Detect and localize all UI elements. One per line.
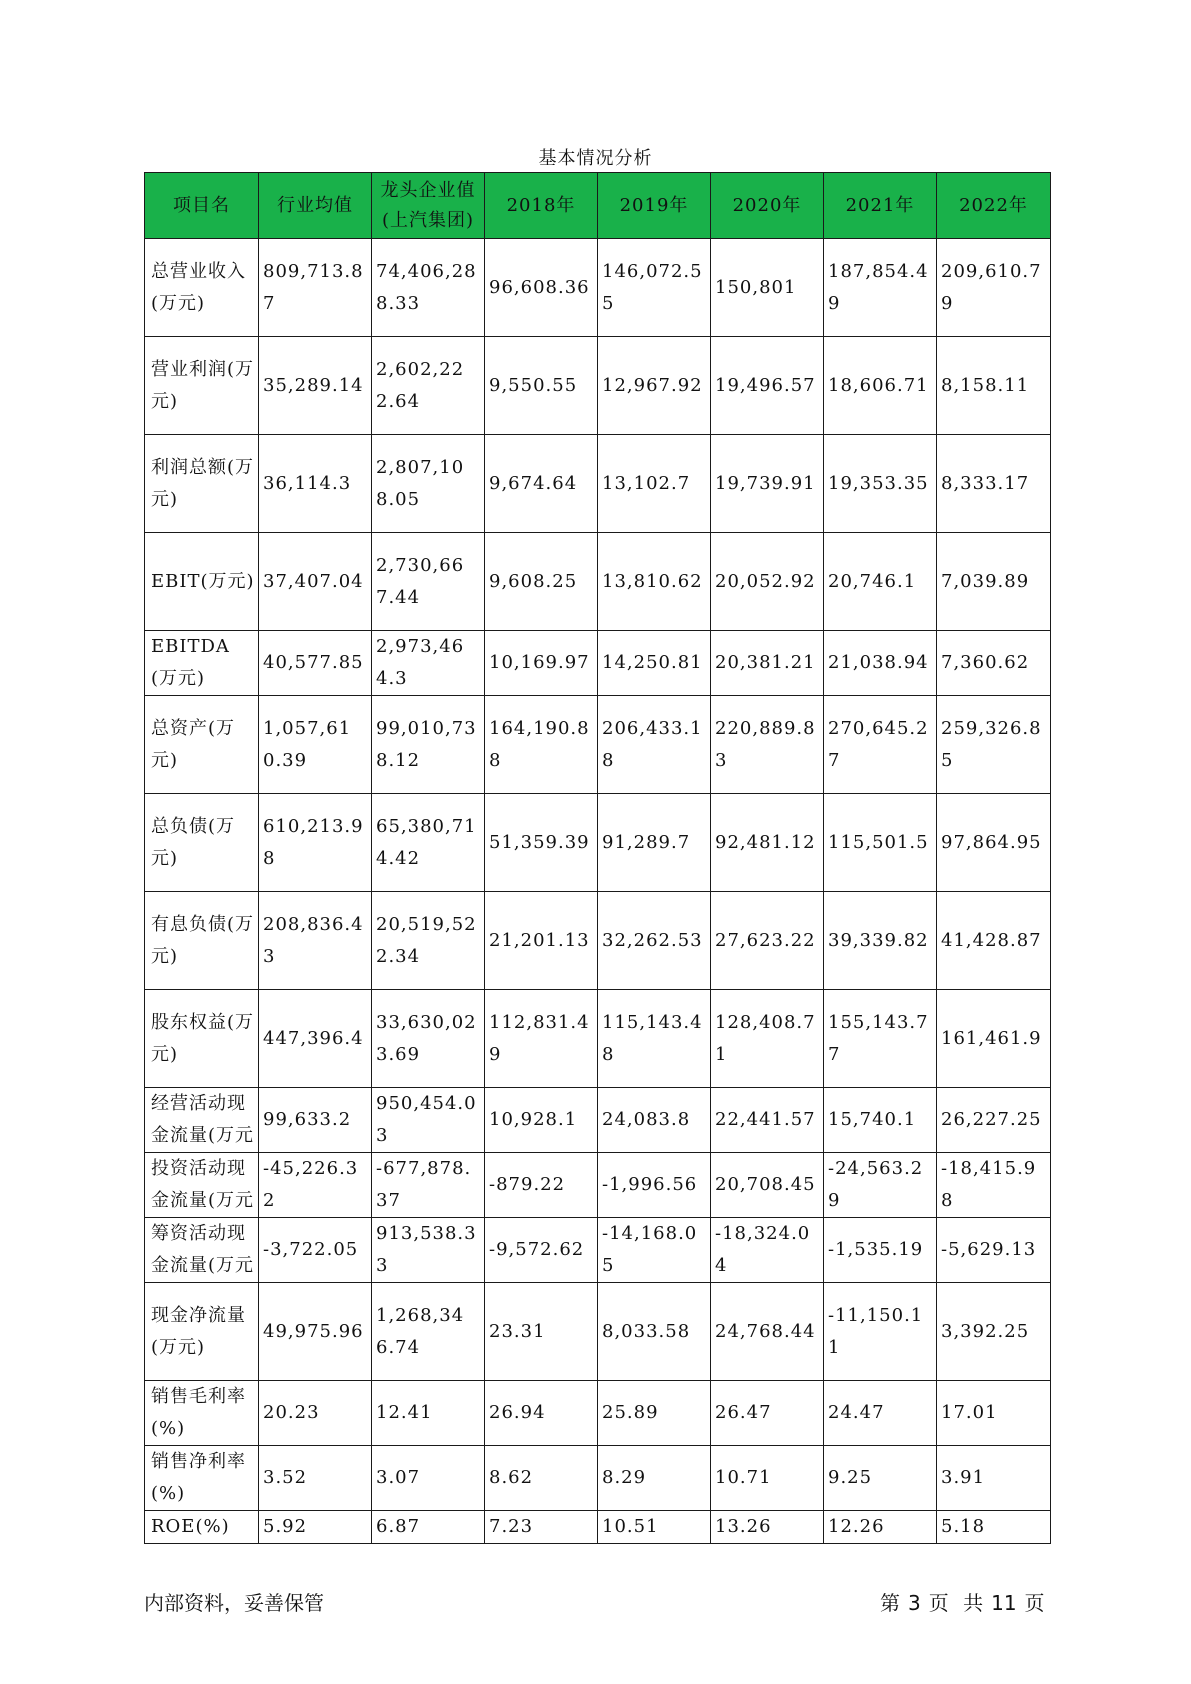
value-cell <box>485 1511 598 1544</box>
cell-value: -9,572.62 <box>489 1239 585 1260</box>
cell-value: 146,072.55 <box>602 260 703 314</box>
value-cell <box>598 1088 711 1153</box>
table-row <box>145 435 1051 533</box>
cell-value: 8,333.17 <box>941 472 1030 494</box>
value-cell <box>824 631 937 696</box>
value-cell <box>485 1153 598 1218</box>
row-label: 投资活动现金流量(万元 <box>151 1158 255 1211</box>
basic-analysis-table <box>144 172 1051 1544</box>
cell-value: -18,324.04 <box>715 1223 811 1276</box>
page-prefix: 第 <box>880 1591 900 1615</box>
value-cell <box>711 696 824 794</box>
cell-value: 37,407.04 <box>263 570 364 592</box>
value-cell <box>259 1446 372 1511</box>
value-cell <box>259 1283 372 1381</box>
table-row <box>145 990 1051 1088</box>
value-cell <box>711 1381 824 1446</box>
table-row <box>145 696 1051 794</box>
value-cell <box>937 337 1051 435</box>
header-year-2019: 2019年 <box>598 173 711 239</box>
value-cell <box>937 990 1051 1088</box>
cell-value: 220,889.83 <box>715 717 816 771</box>
value-cell <box>711 1446 824 1511</box>
value-cell <box>598 435 711 533</box>
value-cell <box>937 239 1051 337</box>
row-label-cell <box>145 1446 259 1511</box>
total-pages: 11 <box>991 1591 1017 1615</box>
value-cell <box>711 1283 824 1381</box>
cell-value: 7.23 <box>489 1516 534 1537</box>
value-cell <box>485 435 598 533</box>
value-cell <box>259 892 372 990</box>
value-cell <box>598 990 711 1088</box>
value-cell <box>824 794 937 892</box>
cell-value: 10.51 <box>602 1516 659 1537</box>
cell-value: 41,428.87 <box>941 929 1042 951</box>
header-year-2022: 2022年 <box>937 173 1051 239</box>
cell-value: 2,730,667.44 <box>376 554 465 608</box>
value-cell <box>937 1381 1051 1446</box>
cell-value: 20,746.1 <box>828 570 917 592</box>
table-row <box>145 533 1051 631</box>
cell-value: 913,538.33 <box>376 1223 477 1276</box>
cell-value: 24.47 <box>828 1402 885 1423</box>
cell-value: 12,967.92 <box>602 374 703 396</box>
value-cell <box>824 435 937 533</box>
value-cell <box>372 239 485 337</box>
cell-value: 5.92 <box>263 1516 308 1537</box>
cell-value: 270,645.27 <box>828 717 929 771</box>
cell-value: 35,289.14 <box>263 374 364 396</box>
header-row <box>145 173 1051 239</box>
value-cell <box>598 239 711 337</box>
cell-value: 9.25 <box>828 1467 873 1488</box>
cell-value: 20,519,522.34 <box>376 913 477 967</box>
table-row <box>145 1283 1051 1381</box>
cell-value: 99,010,738.12 <box>376 717 477 771</box>
cell-value: 20.23 <box>263 1402 320 1423</box>
cell-value: 92,481.12 <box>715 831 816 853</box>
cell-value: 65,380,714.42 <box>376 815 477 869</box>
value-cell <box>259 435 372 533</box>
row-label-cell <box>145 337 259 435</box>
value-cell <box>485 1283 598 1381</box>
cell-value: 3.91 <box>941 1467 986 1488</box>
cell-value: 128,408.71 <box>715 1011 816 1065</box>
table-row <box>145 794 1051 892</box>
value-cell <box>824 1088 937 1153</box>
cell-value: -677,878.37 <box>376 1158 472 1211</box>
cell-value: 13.26 <box>715 1516 772 1537</box>
row-label-cell <box>145 533 259 631</box>
cell-value: 2,807,108.05 <box>376 456 465 510</box>
value-cell <box>598 1218 711 1283</box>
value-cell <box>598 533 711 631</box>
cell-value: 21,201.13 <box>489 929 590 951</box>
row-label: 利润总额(万元) <box>151 456 255 510</box>
cell-value: 6.87 <box>376 1516 421 1537</box>
cell-value: 950,454.03 <box>376 1093 477 1146</box>
value-cell <box>372 892 485 990</box>
row-label-cell <box>145 794 259 892</box>
value-cell <box>259 990 372 1088</box>
value-cell <box>598 337 711 435</box>
table-row <box>145 1218 1051 1283</box>
value-cell <box>937 1153 1051 1218</box>
value-cell <box>937 1511 1051 1544</box>
cell-value: 9,608.25 <box>489 570 578 592</box>
value-cell <box>711 1218 824 1283</box>
cell-value: 22,441.57 <box>715 1109 816 1130</box>
cell-value: 9,550.55 <box>489 374 578 396</box>
value-cell <box>259 1381 372 1446</box>
cell-value: 36,114.3 <box>263 472 352 494</box>
cell-value: 10,169.97 <box>489 652 590 673</box>
value-cell <box>372 1283 485 1381</box>
row-label-cell <box>145 1283 259 1381</box>
value-cell <box>711 1153 824 1218</box>
row-label-cell <box>145 990 259 1088</box>
value-cell <box>598 1283 711 1381</box>
value-cell <box>598 794 711 892</box>
value-cell <box>372 435 485 533</box>
cell-value: 115,501.5 <box>828 831 929 853</box>
page-unit: 页 <box>928 1591 949 1615</box>
row-label: 有息负债(万元) <box>151 913 255 967</box>
cell-value: 1,268,346.74 <box>376 1304 465 1358</box>
value-cell <box>372 1153 485 1218</box>
header-industry-average: 行业均值 <box>259 173 372 239</box>
cell-value: 7,360.62 <box>941 652 1030 673</box>
cell-value: 5.18 <box>941 1516 986 1537</box>
row-label-cell <box>145 631 259 696</box>
table-row <box>145 631 1051 696</box>
cell-value: -1,996.56 <box>602 1174 698 1195</box>
cell-value: 259,326.85 <box>941 717 1042 771</box>
value-cell <box>259 794 372 892</box>
value-cell <box>824 696 937 794</box>
cell-value: 20,381.21 <box>715 652 816 673</box>
cell-value: -11,150.11 <box>828 1304 924 1358</box>
cell-value: 15,740.1 <box>828 1109 917 1130</box>
cell-value: -14,168.05 <box>602 1223 698 1276</box>
value-cell <box>937 533 1051 631</box>
value-cell <box>372 1446 485 1511</box>
table-row <box>145 239 1051 337</box>
value-cell <box>259 696 372 794</box>
row-label-cell <box>145 435 259 533</box>
cell-value: -3,722.05 <box>263 1239 359 1260</box>
cell-value: 19,353.35 <box>828 472 929 494</box>
value-cell <box>937 696 1051 794</box>
value-cell <box>598 1511 711 1544</box>
value-cell <box>711 631 824 696</box>
value-cell <box>259 1511 372 1544</box>
value-cell <box>711 533 824 631</box>
value-cell <box>259 631 372 696</box>
footer-page-number <box>880 1587 1053 1616</box>
table-row <box>145 1153 1051 1218</box>
value-cell <box>485 1446 598 1511</box>
cell-value: 96,608.36 <box>489 276 590 298</box>
value-cell <box>372 794 485 892</box>
value-cell <box>937 1088 1051 1153</box>
value-cell <box>937 1446 1051 1511</box>
value-cell <box>711 892 824 990</box>
cell-value: 74,406,288.33 <box>376 260 477 314</box>
row-label: 总资产(万元) <box>151 717 236 771</box>
cell-value: 10.71 <box>715 1467 772 1488</box>
cell-value: 24,083.8 <box>602 1109 691 1130</box>
table-row <box>145 892 1051 990</box>
value-cell <box>372 1218 485 1283</box>
header-year-2020: 2020年 <box>711 173 824 239</box>
value-cell <box>711 239 824 337</box>
value-cell <box>711 794 824 892</box>
cell-value: 610,213.98 <box>263 815 364 869</box>
row-label-cell <box>145 1153 259 1218</box>
row-label: 营业利润(万元) <box>151 358 255 412</box>
value-cell <box>937 631 1051 696</box>
cell-value: 18,606.71 <box>828 374 929 396</box>
cell-value: 187,854.49 <box>828 260 929 314</box>
page-current: 3 <box>908 1591 921 1615</box>
cell-value: 24,768.44 <box>715 1320 816 1342</box>
row-label: 总负债(万元) <box>151 815 236 869</box>
cell-value: 26,227.25 <box>941 1109 1042 1130</box>
value-cell <box>485 892 598 990</box>
value-cell <box>711 337 824 435</box>
value-cell <box>372 1511 485 1544</box>
value-cell <box>824 1218 937 1283</box>
cell-value: 27,623.22 <box>715 929 816 951</box>
row-label: ROE(%) <box>151 1516 230 1537</box>
cell-value: 20,708.45 <box>715 1174 816 1195</box>
cell-value: 1,057,610.39 <box>263 717 352 771</box>
cell-value: 19,496.57 <box>715 374 816 396</box>
value-cell <box>372 990 485 1088</box>
value-cell <box>485 337 598 435</box>
header-leader-value: 龙头企业值(上汽集团) <box>372 173 485 239</box>
value-cell <box>485 1088 598 1153</box>
value-cell <box>485 533 598 631</box>
cell-value: 209,610.79 <box>941 260 1042 314</box>
cell-value: 51,359.39 <box>489 831 590 853</box>
cell-value: 40,577.85 <box>263 652 364 673</box>
value-cell <box>711 1511 824 1544</box>
table-header <box>145 173 1051 239</box>
value-cell <box>259 337 372 435</box>
footer-confidential-note: 内部资料，妥善保管 <box>144 1591 324 1615</box>
cell-value: 99,633.2 <box>263 1109 352 1130</box>
value-cell <box>711 435 824 533</box>
value-cell <box>485 631 598 696</box>
value-cell <box>598 1381 711 1446</box>
cell-value: -879.22 <box>489 1174 566 1195</box>
cell-value: -5,629.13 <box>941 1239 1037 1260</box>
cell-value: -18,415.98 <box>941 1158 1037 1211</box>
value-cell <box>824 1446 937 1511</box>
value-cell <box>485 239 598 337</box>
cell-value: 12.41 <box>376 1402 433 1423</box>
cell-value: 206,433.18 <box>602 717 703 771</box>
row-label: 销售毛利率(%) <box>151 1386 246 1439</box>
value-cell <box>598 696 711 794</box>
cell-value: 8.62 <box>489 1467 534 1488</box>
table-row <box>145 337 1051 435</box>
value-cell <box>259 239 372 337</box>
row-label: 总营业收入(万元) <box>151 260 246 314</box>
header-year-2021: 2021年 <box>824 173 937 239</box>
value-cell <box>372 533 485 631</box>
value-cell <box>598 892 711 990</box>
table-body <box>145 239 1051 1544</box>
cell-value: 164,190.88 <box>489 717 590 771</box>
row-label: 股东权益(万元) <box>151 1011 255 1065</box>
cell-value: 13,102.7 <box>602 472 691 494</box>
cell-value: 8,033.58 <box>602 1320 691 1342</box>
value-cell <box>598 1446 711 1511</box>
row-label: 销售净利率(%) <box>151 1451 246 1504</box>
value-cell <box>937 892 1051 990</box>
value-cell <box>259 533 372 631</box>
value-cell <box>937 794 1051 892</box>
value-cell <box>598 631 711 696</box>
cell-value: 10,928.1 <box>489 1109 578 1130</box>
cell-value: 25.89 <box>602 1402 659 1423</box>
cell-value: 208,836.43 <box>263 913 364 967</box>
cell-value: 809,713.87 <box>263 260 364 314</box>
cell-value: 14,250.81 <box>602 652 703 673</box>
cell-value: 49,975.96 <box>263 1320 364 1342</box>
value-cell <box>824 892 937 990</box>
total-prefix: 共 <box>963 1591 984 1615</box>
row-label-cell <box>145 696 259 794</box>
row-label-cell <box>145 1381 259 1446</box>
value-cell <box>485 696 598 794</box>
cell-value: 3.07 <box>376 1467 421 1488</box>
cell-value: 13,810.62 <box>602 570 703 592</box>
row-label: 经营活动现金流量(万元 <box>151 1093 255 1146</box>
page-title: 基本情况分析 <box>538 148 653 169</box>
value-cell <box>711 990 824 1088</box>
value-cell <box>259 1088 372 1153</box>
value-cell <box>372 1381 485 1446</box>
value-cell <box>824 533 937 631</box>
cell-value: -24,563.29 <box>828 1158 924 1211</box>
value-cell <box>937 1283 1051 1381</box>
cell-value: 3,392.25 <box>941 1320 1030 1342</box>
value-cell <box>485 1381 598 1446</box>
value-cell <box>372 631 485 696</box>
value-cell <box>372 337 485 435</box>
cell-value: 32,262.53 <box>602 929 703 951</box>
total-unit: 页 <box>1024 1591 1045 1615</box>
cell-value: 9,674.64 <box>489 472 578 494</box>
cell-value: 112,831.49 <box>489 1011 590 1065</box>
cell-value: 8,158.11 <box>941 374 1030 396</box>
row-label-cell <box>145 239 259 337</box>
header-item-name: 项目名 <box>145 173 259 239</box>
cell-value: 161,461.9 <box>941 1027 1042 1049</box>
value-cell <box>372 696 485 794</box>
row-label: EBIT(万元) <box>151 570 255 592</box>
value-cell <box>598 1153 711 1218</box>
row-label-cell <box>145 1511 259 1544</box>
cell-value: 39,339.82 <box>828 929 929 951</box>
value-cell <box>824 1153 937 1218</box>
row-label-cell <box>145 892 259 990</box>
value-cell <box>824 239 937 337</box>
value-cell <box>485 990 598 1088</box>
cell-value: 12.26 <box>828 1516 885 1537</box>
cell-value: -45,226.32 <box>263 1158 359 1211</box>
cell-value: 33,630,023.69 <box>376 1011 477 1065</box>
value-cell <box>824 337 937 435</box>
value-cell <box>824 1283 937 1381</box>
cell-value: 115,143.48 <box>602 1011 703 1065</box>
row-label: 现金净流量(万元) <box>151 1304 246 1358</box>
cell-value: 3.52 <box>263 1467 308 1488</box>
header-year-2018: 2018年 <box>485 173 598 239</box>
cell-value: 2,973,464.3 <box>376 636 465 689</box>
table-row <box>145 1446 1051 1511</box>
cell-value: 23.31 <box>489 1320 546 1342</box>
row-label: 筹资活动现金流量(万元 <box>151 1223 255 1276</box>
cell-value: 26.94 <box>489 1402 546 1423</box>
value-cell <box>259 1218 372 1283</box>
value-cell <box>485 794 598 892</box>
value-cell <box>259 1153 372 1218</box>
table-row <box>145 1381 1051 1446</box>
value-cell <box>485 1218 598 1283</box>
cell-value: 20,052.92 <box>715 570 816 592</box>
cell-value: 26.47 <box>715 1402 772 1423</box>
cell-value: -1,535.19 <box>828 1239 924 1260</box>
cell-value: 19,739.91 <box>715 472 816 494</box>
cell-value: 447,396.4 <box>263 1027 364 1049</box>
cell-value: 2,602,222.64 <box>376 358 465 412</box>
value-cell <box>372 1088 485 1153</box>
row-label-cell <box>145 1088 259 1153</box>
value-cell <box>824 1511 937 1544</box>
row-label-cell <box>145 1218 259 1283</box>
value-cell <box>937 1218 1051 1283</box>
table-row <box>145 1511 1051 1544</box>
cell-value: 91,289.7 <box>602 831 691 853</box>
cell-value: 7,039.89 <box>941 570 1030 592</box>
value-cell <box>711 1088 824 1153</box>
cell-value: 150,801 <box>715 276 797 298</box>
cell-value: 21,038.94 <box>828 652 929 673</box>
value-cell <box>824 990 937 1088</box>
cell-value: 97,864.95 <box>941 831 1042 853</box>
row-label: EBITDA(万元) <box>151 636 230 689</box>
value-cell <box>937 435 1051 533</box>
value-cell <box>824 1381 937 1446</box>
table-row <box>145 1088 1051 1153</box>
cell-value: 17.01 <box>941 1402 998 1423</box>
cell-value: 155,143.77 <box>828 1011 929 1065</box>
cell-value: 8.29 <box>602 1467 647 1488</box>
